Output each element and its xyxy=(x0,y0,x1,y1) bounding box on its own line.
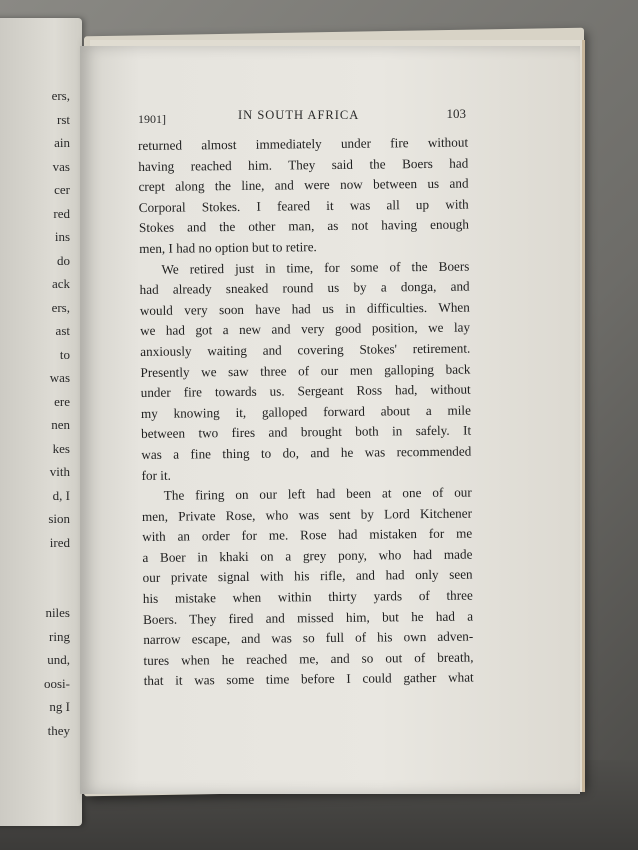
text-line: with an order for me. Rose had mistaken for me xyxy=(142,525,473,545)
left-fragment: nen xyxy=(51,417,70,432)
text-line: crept along the line, and were now between us and xyxy=(138,175,469,195)
page-number: 103 xyxy=(446,106,466,121)
header-year: 1901] xyxy=(138,112,166,126)
left-fragment: oosi- xyxy=(44,675,70,691)
left-fragment: niles xyxy=(45,605,70,620)
text-line: was a fine thing to do, and he was recommended xyxy=(141,443,472,462)
left-fragment: ring xyxy=(49,628,70,644)
left-fragment: d, I xyxy=(52,487,70,503)
left-fragment: ers, xyxy=(51,88,70,103)
left-fragment: ere xyxy=(54,393,70,409)
text-line: we had got a new and very good position, we lay xyxy=(139,319,471,339)
text-line: men, Private Rose, who was sent by Lord Kitchener xyxy=(141,505,473,524)
left-fragment: to xyxy=(59,346,70,362)
left-fragment: ired xyxy=(49,534,70,550)
text-line: between two fires and brought both in safely. It xyxy=(141,422,472,442)
text-line: Presently we saw three of our men galloping back xyxy=(140,361,471,380)
left-fragment: red xyxy=(53,205,70,221)
left-page-text xyxy=(0,84,72,742)
left-fragment: vas xyxy=(52,158,70,174)
left-fragment: ain xyxy=(54,135,70,150)
text-line: would very soon have had us in difficulties. When xyxy=(139,299,470,318)
left-fragment: und, xyxy=(47,652,70,667)
left-fragment xyxy=(0,578,72,602)
text-line: Corporal Stokes. I feared it was all up with xyxy=(138,196,469,215)
left-fragment: ast xyxy=(55,323,70,338)
text-line: under fire towards us. Sergeant Ross had, without xyxy=(140,381,471,401)
header-title: IN SOUTH AFRICA xyxy=(238,108,360,122)
text-line: my knowing it, galloped forward about a mile xyxy=(140,402,471,421)
text-line: a Boer in khaki on a grey pony, who had made xyxy=(142,546,473,565)
left-fragment: sion xyxy=(48,511,70,526)
running-header xyxy=(138,108,466,130)
text-line: his mistake when within thirty yards of three xyxy=(142,587,473,607)
left-fragment: ack xyxy=(51,276,70,291)
left-fragment: rst xyxy=(57,111,70,127)
text-line: We retired just in time, for some of the Boers xyxy=(161,258,470,277)
text-line: narrow escape, and was so full of his own adven- xyxy=(143,628,474,648)
text-line: for it. xyxy=(141,467,171,483)
left-fragment: ng I xyxy=(49,699,70,714)
left-fragment xyxy=(0,554,72,578)
right-page xyxy=(80,46,580,794)
left-fragment: ers, xyxy=(51,299,70,315)
text-line: that it was some time before I could gather what xyxy=(143,669,474,689)
text-line: our private signal with his rifle, and had only seen xyxy=(142,566,473,586)
left-fragment: do xyxy=(57,252,70,268)
text-line: men, I had no option but to retire. xyxy=(139,239,317,256)
text-line: The firing on our left had been at one of our xyxy=(163,484,472,503)
left-fragment: kes xyxy=(52,440,70,456)
text-line: Boers. They fired and missed him, but he had a xyxy=(142,608,474,627)
text-line: had already sneaked round us by a donga, and xyxy=(139,278,470,298)
left-fragment: was xyxy=(49,370,70,385)
left-fragment: ins xyxy=(54,229,70,244)
left-page xyxy=(0,18,82,826)
text-line: having reached him. They said the Boers had xyxy=(138,155,469,174)
left-fragment: vith xyxy=(49,464,70,479)
left-fragment: they xyxy=(47,722,70,738)
text-line: anxiously waiting and covering Stokes' retirement. xyxy=(140,340,471,359)
text-line: tures when he reached me, and so out of breath, xyxy=(143,649,474,668)
text-line: returned almost immediately under fire without xyxy=(138,134,469,153)
left-fragment: cer xyxy=(54,182,70,197)
text-line: Stokes and the other man, as not having enough xyxy=(138,216,470,236)
body-text xyxy=(138,133,474,692)
